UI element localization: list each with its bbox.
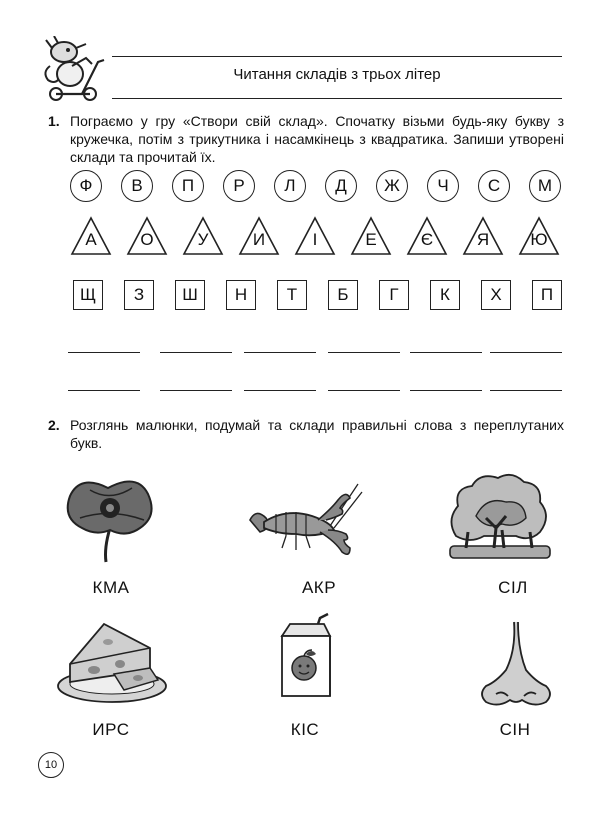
header-line-top — [112, 56, 562, 57]
square-letter: Б — [328, 280, 358, 310]
scrambled-word: ИРС — [92, 720, 130, 739]
answer-line[interactable] — [68, 352, 140, 353]
task-1-text: Пограємо у гру «Створи свій склад». Спочатку візьми будь-яку букву з кружечка, потім з трикутника і насамкінець з квадратика. Запиши утворені склади та прочитай їх. — [70, 113, 564, 165]
answer-line[interactable] — [410, 352, 482, 353]
triangle-letter: Ю — [518, 216, 560, 256]
scrambled-word: АКР — [301, 578, 337, 597]
circle-letters-row — [70, 170, 586, 212]
task-1-number: 1. — [48, 113, 60, 129]
triangle-letters-row — [70, 216, 586, 258]
page-title: Читання складів з трьох літер — [233, 66, 441, 83]
task-2-instruction — [48, 416, 564, 452]
triangle-letter: І — [294, 216, 336, 256]
circle-letter: Ч — [427, 170, 459, 202]
task-1-instruction — [48, 112, 564, 166]
square-letter: Х — [481, 280, 511, 310]
circle-letter: Ф — [70, 170, 102, 202]
scrambled-word: СІН — [499, 720, 531, 739]
answer-line[interactable] — [68, 390, 140, 391]
circle-letter: М — [529, 170, 561, 202]
square-letter: П — [532, 280, 562, 310]
triangle-letter: И — [238, 216, 280, 256]
circle-letter: Р — [223, 170, 255, 202]
answer-line[interactable] — [490, 390, 562, 391]
square-letter: Ш — [175, 280, 205, 310]
triangle-letter: А — [70, 216, 112, 256]
dragon-scooter-icon — [42, 36, 112, 102]
forest-trees-icon — [446, 466, 554, 562]
scrambled-word: СІЛ — [498, 578, 528, 597]
task-2-text: Розглянь малюнки, подумай та склади правильні слова з переплутаних букв. — [70, 417, 564, 451]
circle-letter: Д — [325, 170, 357, 202]
circle-letter: П — [172, 170, 204, 202]
circle-letter: С — [478, 170, 510, 202]
poppy-flower-icon — [60, 468, 160, 564]
square-letters-row — [73, 280, 589, 322]
answer-line[interactable] — [244, 390, 316, 391]
circle-letter: Л — [274, 170, 306, 202]
square-letter: Г — [379, 280, 409, 310]
triangle-letter: О — [126, 216, 168, 256]
crayfish-icon — [246, 478, 366, 558]
page-number: 10 — [38, 752, 64, 778]
answer-line[interactable] — [490, 352, 562, 353]
header-line-bottom — [112, 98, 562, 99]
triangle-letter: Е — [350, 216, 392, 256]
answer-line[interactable] — [160, 390, 232, 391]
nose-icon — [476, 620, 556, 708]
answer-line[interactable] — [328, 352, 400, 353]
cheese-plate-icon — [54, 618, 170, 706]
triangle-letter: Є — [406, 216, 448, 256]
scrambled-word: КІС — [290, 720, 320, 739]
answer-line[interactable] — [410, 390, 482, 391]
triangle-letter: Я — [462, 216, 504, 256]
answer-line[interactable] — [160, 352, 232, 353]
square-letter: К — [430, 280, 460, 310]
answer-line[interactable] — [328, 390, 400, 391]
circle-letter: В — [121, 170, 153, 202]
juice-box-icon — [276, 612, 336, 700]
scrambled-word: КМА — [92, 578, 130, 597]
circle-letter: Ж — [376, 170, 408, 202]
task-2-number: 2. — [48, 417, 60, 433]
square-letter: Н — [226, 280, 256, 310]
answer-line[interactable] — [244, 352, 316, 353]
square-letter: З — [124, 280, 154, 310]
triangle-letter: У — [182, 216, 224, 256]
square-letter: Т — [277, 280, 307, 310]
square-letter: Щ — [73, 280, 103, 310]
